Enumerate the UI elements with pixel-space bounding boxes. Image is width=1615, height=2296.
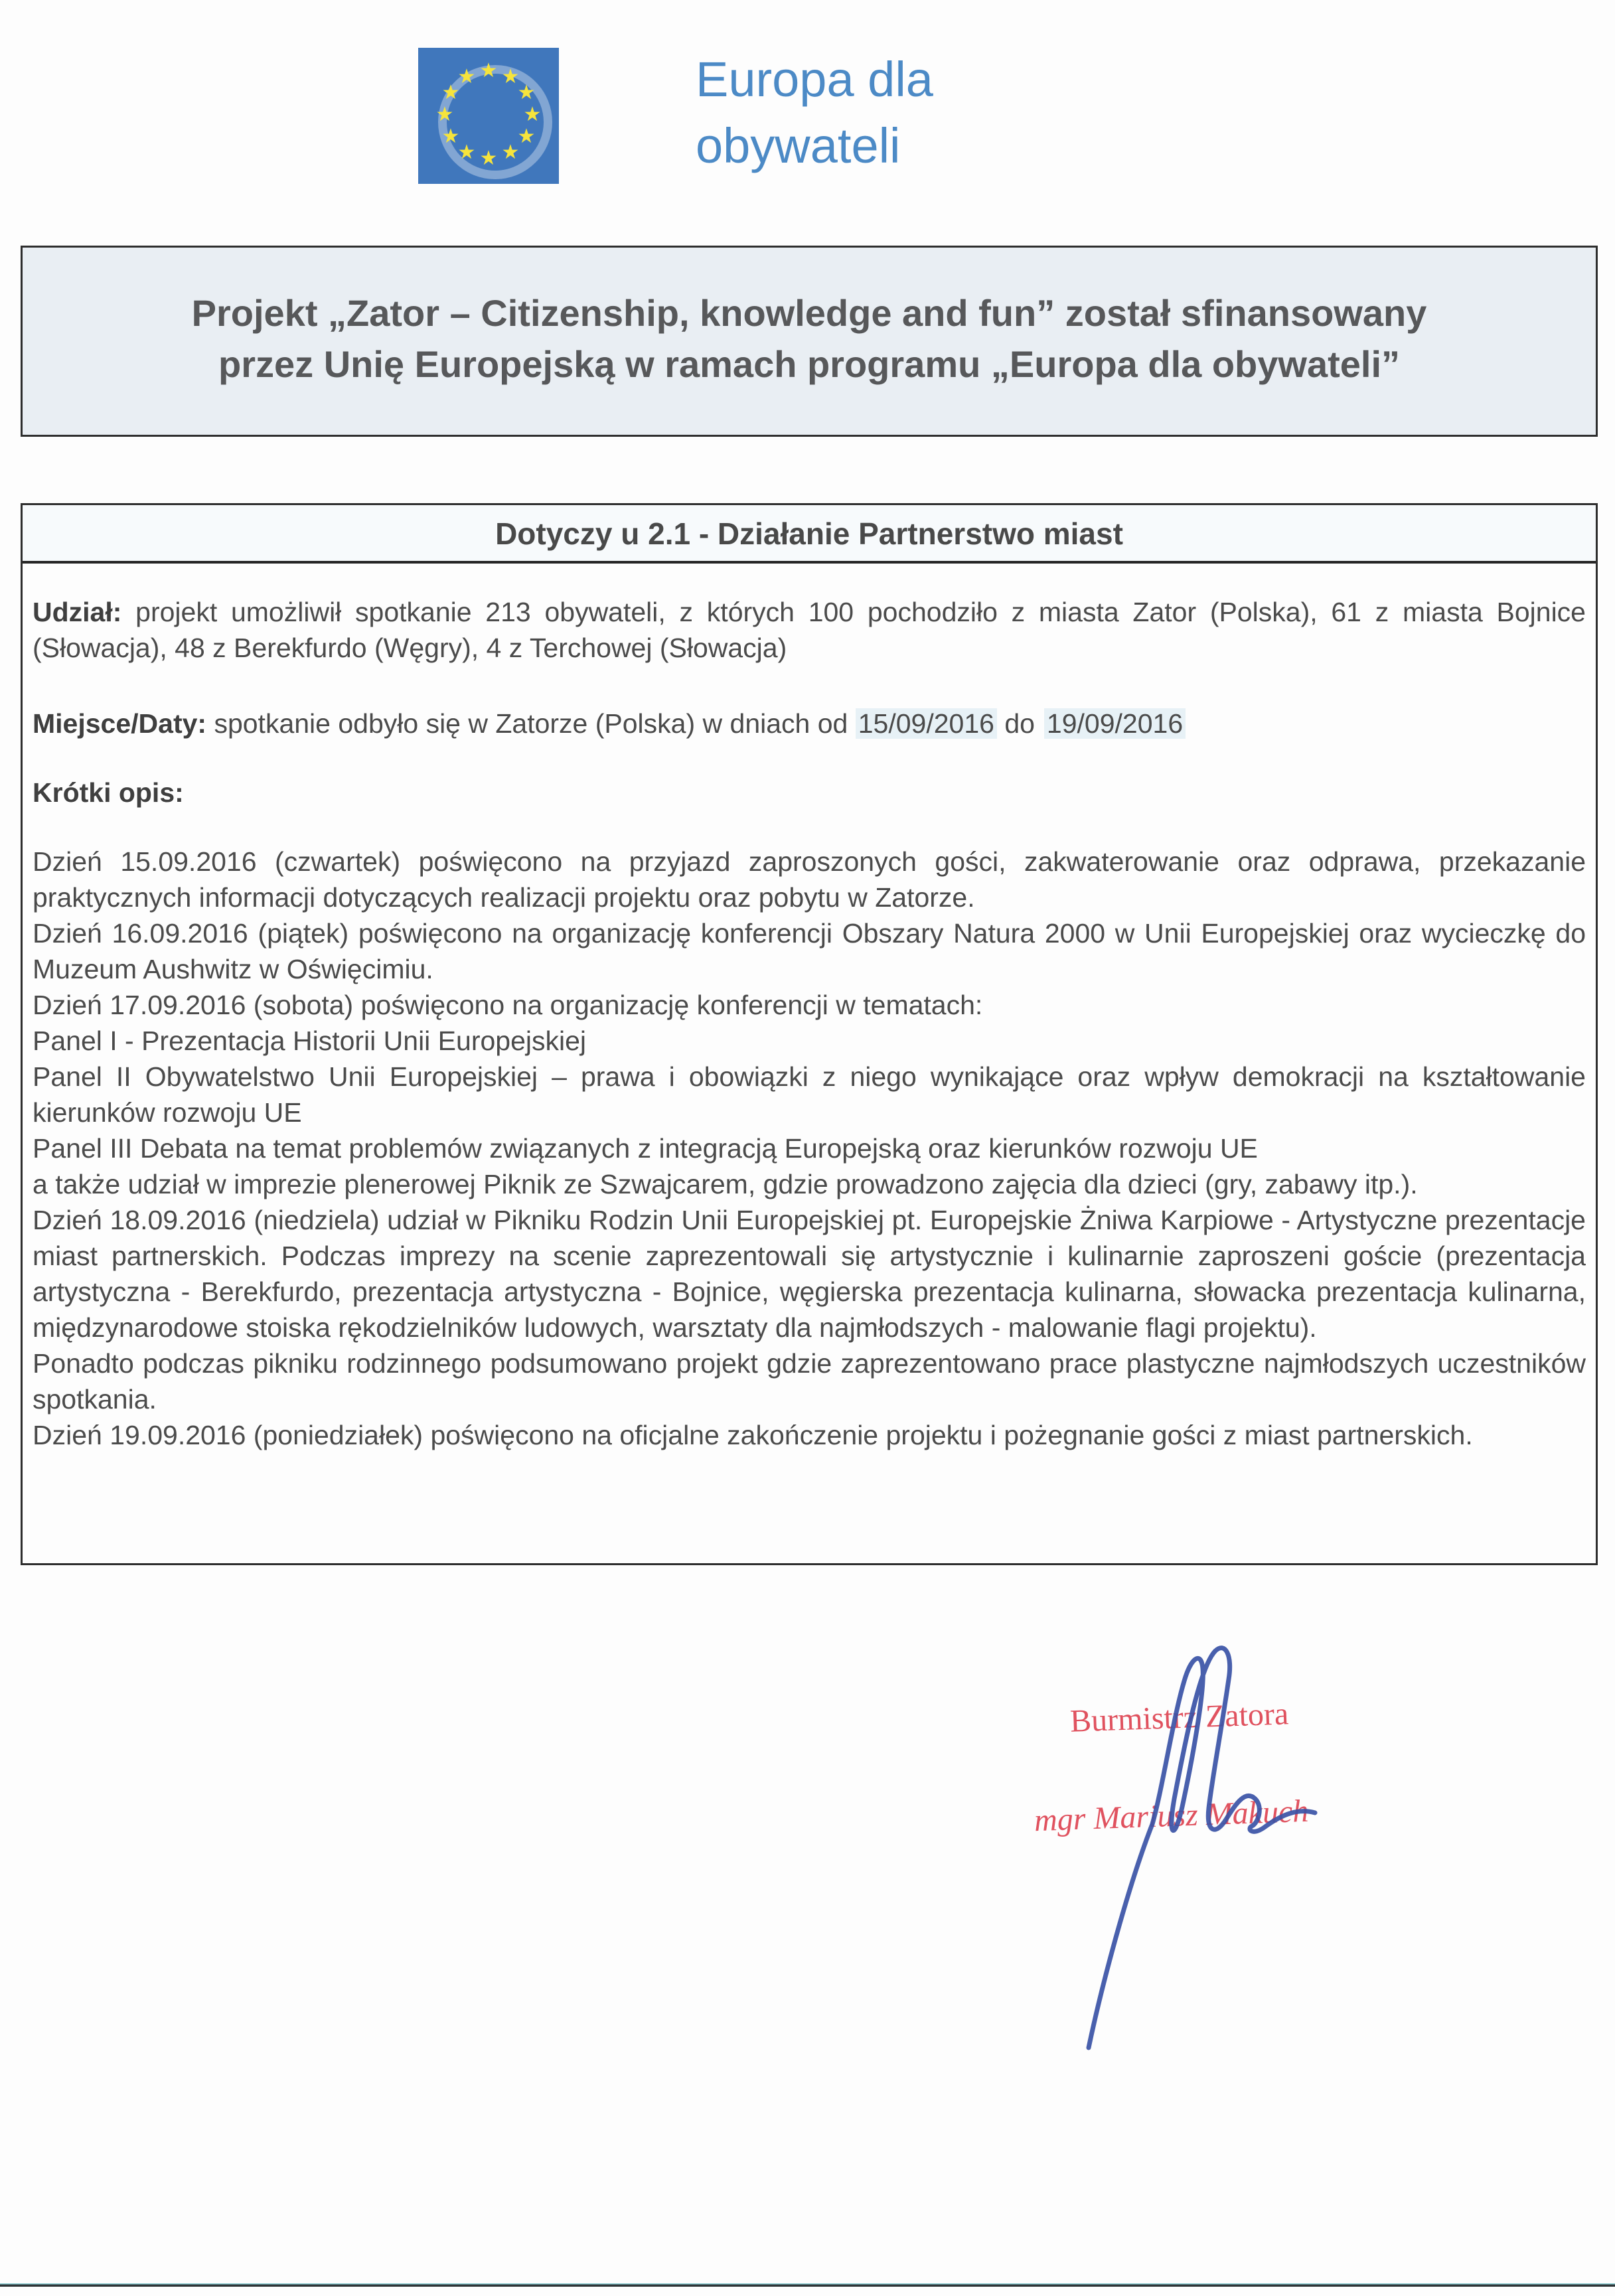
description-line: a także udział w imprezie plenerowej Piknik ze Szwajcarem, gdzie prowadzono zajęcia dla dzieci (gry, zabawy itp.). bbox=[33, 1169, 1418, 1199]
description-line: Panel III Debata na temat problemów związanych z integracją Europejską oraz kierunków rozwoju UE bbox=[33, 1133, 1258, 1164]
programme-title-line1: Europa dla bbox=[696, 52, 933, 107]
funding-banner-line2: przez Unię Europejską w ramach programu „Europa dla obywateli” bbox=[218, 343, 1400, 385]
scan-edge-line bbox=[0, 2283, 1615, 2287]
short-description-label: Krótki opis: bbox=[33, 777, 184, 808]
funding-banner bbox=[21, 246, 1598, 437]
star-icon: ★ bbox=[501, 141, 520, 163]
programme-title-line2: obywateli bbox=[696, 118, 901, 173]
description-line: Ponadto podczas pikniku rodzinnego podsumowano projekt gdzie zaprezentowano prace plastyczne najmłodszych uczestników spotkania. bbox=[33, 1348, 1586, 1415]
description-line: Dzień 19.09.2016 (poniedziałek) poświęcono na oficjalne zakończenie projektu i pożegnanie gości z miast partnerskich. bbox=[33, 1420, 1473, 1450]
description-line: Dzień 18.09.2016 (niedziela) udział w Pikniku Rodzin Unii Europejskiej pt. Europejskie Żniwa Karpiowe - Artystyczne prezentacje miast partnerskich. Podczas imprezy na scenie zaprezentowali się artystycznie i kulinarnie zaproszeni goście (prezentacja artystyczna - Berekfurdo, prezentacja artystyczna - Bojnice, węgierska prezentacja kulinarna, słowacka prezentacja kulinarna, międzynarodowe stoiska rękodzielników ludowych, warsztaty dla najmłodszych - malowanie flagi projektu). bbox=[33, 1205, 1586, 1343]
star-icon: ★ bbox=[523, 104, 542, 125]
details-box bbox=[21, 503, 1598, 1565]
handwritten-signature-icon bbox=[1022, 1640, 1394, 2058]
participation-text: projekt umożliwił spotkanie 213 obywateli, z których 100 pochodziło z miasta Zator (Polska), 61 z miasta Bojnice (Słowacja), 48 z Berekfurdo (Węgry), 4 z Terchowej (Słowacja) bbox=[33, 597, 1586, 663]
description-line: Dzień 16.09.2016 (piątek) poświęcono na organizację konferencji Obszary Natura 2000 w Unii Europejskiej oraz wycieczkę do Muzeum Aushwitz w Oświęcimiu. bbox=[33, 918, 1586, 984]
star-icon: ★ bbox=[435, 104, 454, 125]
stamp-title: Burmistrz Zatora bbox=[1069, 1696, 1290, 1739]
star-icon: ★ bbox=[441, 125, 460, 147]
details-box-body bbox=[23, 564, 1596, 1473]
details-box-header: Dotyczy u 2.1 - Działanie Partnerstwo miast bbox=[23, 505, 1596, 564]
place-dates-label: Miejsce/Daty: bbox=[33, 708, 207, 739]
star-icon: ★ bbox=[479, 147, 498, 169]
description-block bbox=[33, 844, 1586, 1453]
star-icon: ★ bbox=[457, 66, 476, 88]
stamp-name: mgr Mariusz Makuch bbox=[1034, 1793, 1310, 1839]
place-dates-paragraph bbox=[33, 706, 1586, 741]
star-icon: ★ bbox=[501, 66, 520, 88]
participation-label: Udział: bbox=[33, 597, 122, 627]
eu-flag-icon bbox=[418, 48, 559, 184]
star-icon: ★ bbox=[457, 141, 476, 163]
participation-paragraph bbox=[33, 594, 1586, 666]
description-line: Dzień 15.09.2016 (czwartek) poświęcono na przyjazd zaproszonych gości, zakwaterowanie oraz odprawa, przekazanie praktycznych informacji dotyczących realizacji projektu oraz pobytu w Zatorze. bbox=[33, 846, 1586, 913]
programme-title bbox=[696, 46, 933, 179]
description-line: Dzień 17.09.2016 (sobota) poświęcono na organizację konferencji w tematach: bbox=[33, 990, 983, 1020]
funding-banner-line1: Projekt „Zator – Citizenship, knowledge and fun” został sfinansowany bbox=[191, 292, 1427, 334]
description-line: Panel I - Prezentacja Historii Unii Europejskiej bbox=[33, 1026, 587, 1056]
star-icon: ★ bbox=[517, 82, 536, 104]
date-from: 15/09/2016 bbox=[856, 708, 997, 739]
star-icon: ★ bbox=[479, 60, 498, 82]
date-to: 19/09/2016 bbox=[1044, 708, 1186, 739]
star-icon: ★ bbox=[517, 125, 536, 147]
star-icon: ★ bbox=[441, 82, 460, 104]
description-line: Panel II Obywatelstwo Unii Europejskiej – prawa i obowiązki z niego wynikające oraz wpływ demokracji na kształtowanie kierunków rozwoju UE bbox=[33, 1061, 1586, 1128]
place-dates-text: spotkanie odbyło się w Zatorze (Polska) w dniach od bbox=[206, 708, 856, 739]
place-dates-mid: do bbox=[996, 708, 1035, 739]
